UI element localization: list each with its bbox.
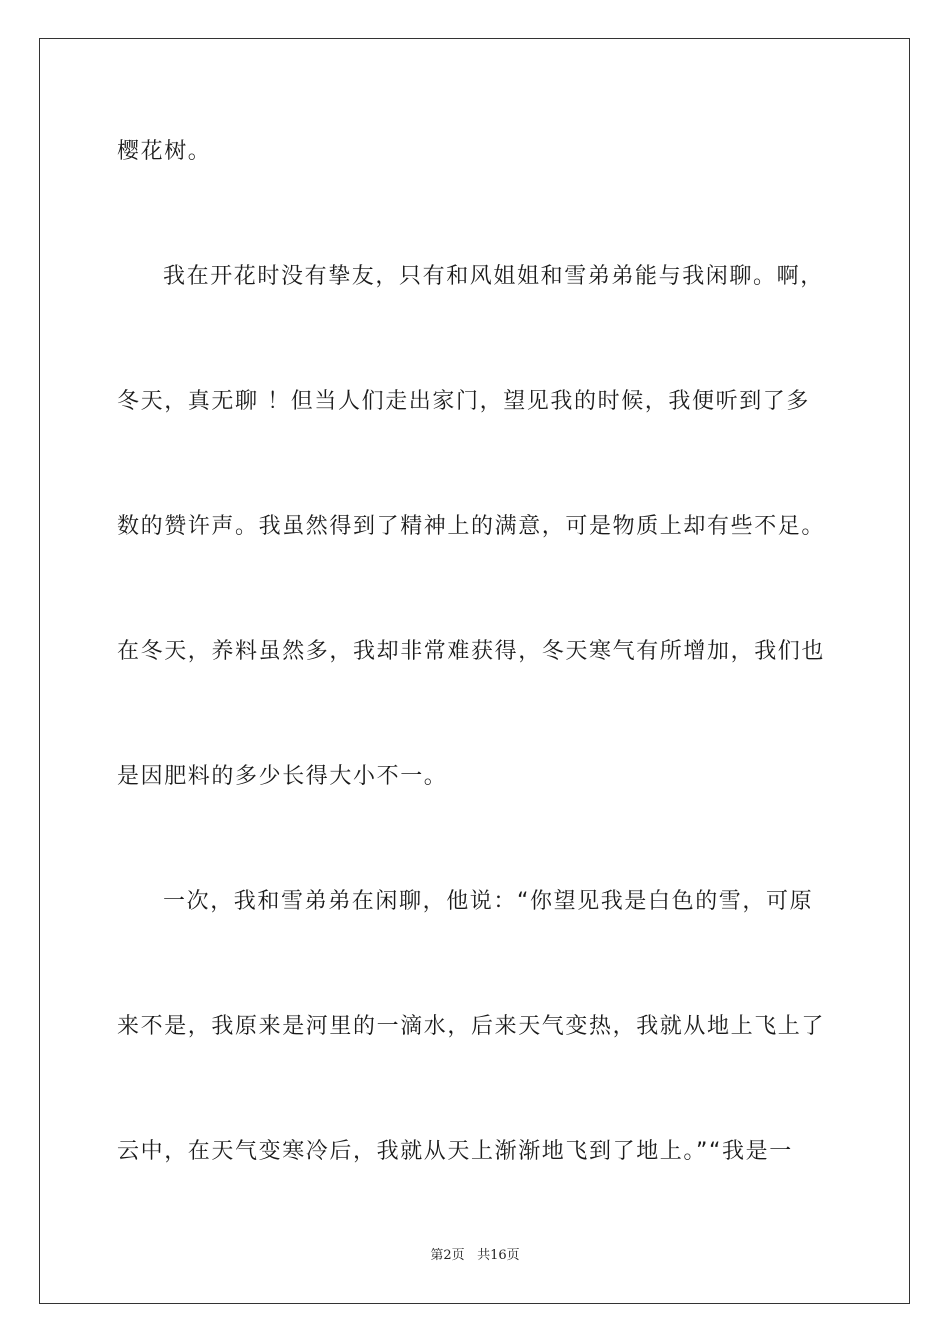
text-line: 我在开花时没有挚友，只有和风姐姐和雪弟弟能与我闲聊。啊， bbox=[163, 264, 824, 289]
total-pages: 共16页 bbox=[477, 1248, 520, 1263]
text-line: 在冬天，养料虽然多，我却非常难获得，冬天寒气有所增加，我们也 bbox=[117, 639, 826, 664]
text-line: 一次，我和雪弟弟在闲聊，他说：“你望见我是白色的雪，可原 bbox=[163, 889, 814, 914]
page-border bbox=[39, 38, 910, 1304]
text-line: 是因肥料的多少长得大小不一。 bbox=[117, 764, 448, 789]
text-line: 云中，在天气变寒冷后，我就从天上渐渐地飞到了地上。”“我是一 bbox=[117, 1139, 793, 1164]
text-line: 樱花树。 bbox=[117, 139, 212, 164]
page-number: 第2页 bbox=[430, 1248, 465, 1263]
text-line: 数的赞许声。我虽然得到了精神上的满意，可是物质上却有些不足。 bbox=[117, 514, 826, 539]
page-footer bbox=[0, 1248, 950, 1264]
text-line: 冬天，真无聊 ！但当人们走出家门，望见我的时候，我便听到了多 bbox=[117, 389, 810, 414]
text-line: 来不是，我原来是河里的一滴水，后来天气变热，我就从地上飞上了 bbox=[117, 1014, 826, 1039]
